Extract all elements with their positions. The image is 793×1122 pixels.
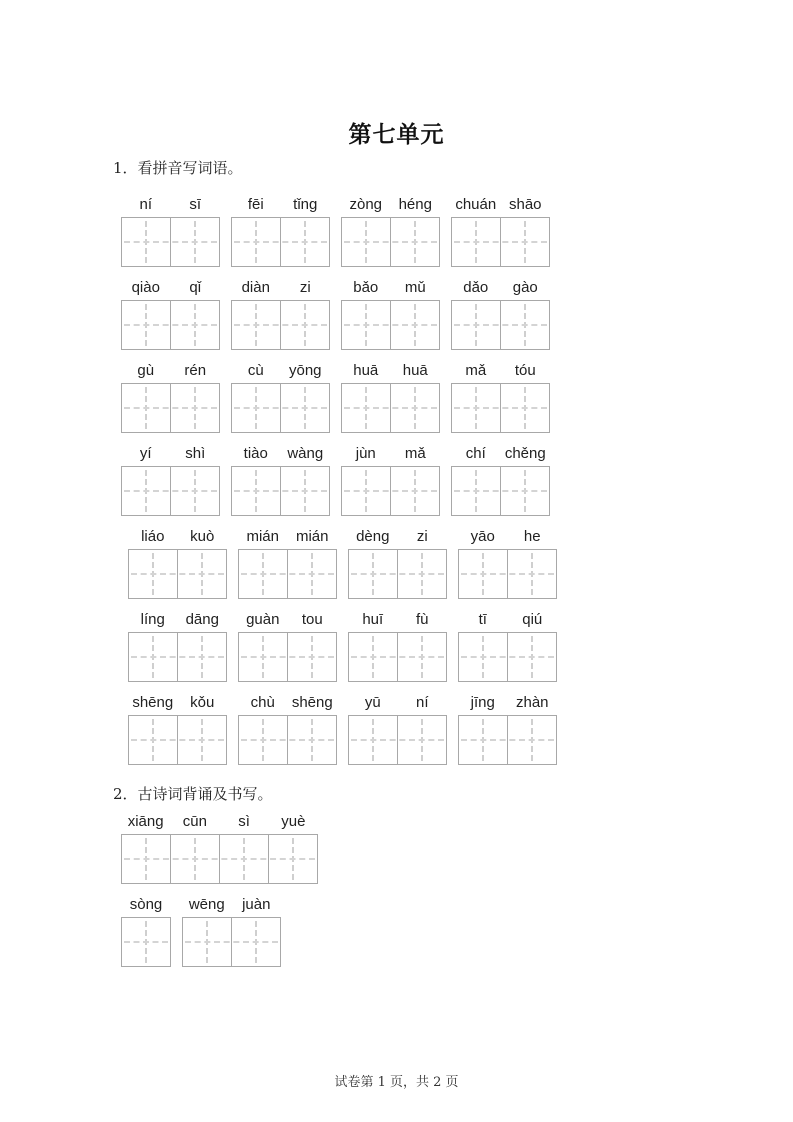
pinyin-label-row [451, 279, 550, 297]
pinyin-label-row [451, 362, 550, 380]
writing-cell [459, 633, 507, 681]
writing-grid [128, 632, 227, 682]
writing-cell [452, 467, 500, 515]
writing-cell [232, 384, 280, 432]
pinyin-label: gào [512, 279, 538, 296]
writing-grid [341, 383, 440, 433]
writing-cell [129, 716, 177, 764]
pinyin-label-row [341, 445, 440, 463]
pinyin-label-row [238, 528, 337, 546]
pinyin-label-row [348, 694, 447, 712]
writing-cell [349, 716, 397, 764]
writing-cell [390, 301, 439, 349]
pinyin-label-row [121, 896, 171, 914]
pinyin-label: huā [402, 362, 428, 379]
word-group-block [451, 362, 550, 433]
pinyin-word-row [128, 694, 557, 765]
pinyin-label-row [128, 611, 227, 629]
pinyin-label: tī [478, 611, 487, 628]
pinyin-label: qiú [522, 611, 543, 628]
pinyin-label-row [458, 611, 557, 629]
writing-cell [397, 550, 446, 598]
pinyin-label: zòng [349, 196, 383, 213]
word-group-block [231, 445, 330, 516]
writing-grid [128, 549, 227, 599]
pinyin-label-row [341, 196, 440, 214]
pinyin-label: mǔ [404, 279, 426, 296]
pinyin-label-row [231, 445, 330, 463]
writing-cell [390, 467, 439, 515]
word-group-block [451, 445, 550, 516]
writing-cell [507, 550, 556, 598]
writing-grid [458, 549, 557, 599]
pinyin-word-row [121, 896, 318, 967]
writing-cell [280, 467, 329, 515]
pinyin-label: jùn [355, 445, 376, 462]
pinyin-label: juàn [242, 896, 271, 913]
word-group-block [231, 196, 330, 267]
writing-cell [231, 918, 280, 966]
pinyin-label: kuò [190, 528, 215, 545]
writing-grid [238, 549, 337, 599]
pinyin-label: qiào [131, 279, 160, 296]
writing-cell [390, 218, 439, 266]
pinyin-label: tiào [243, 445, 268, 462]
pinyin-label: yāo [470, 528, 495, 545]
pinyin-label-row [238, 611, 337, 629]
pinyin-label: sòng [129, 896, 163, 913]
writing-cell [177, 550, 226, 598]
pinyin-label-row [458, 528, 557, 546]
writing-cell [397, 633, 446, 681]
word-group-block [341, 279, 440, 350]
writing-cell [349, 550, 397, 598]
writing-grid [451, 300, 550, 350]
writing-cell [170, 835, 219, 883]
pinyin-label: guàn [246, 611, 280, 628]
pinyin-label: huā [353, 362, 379, 379]
writing-grid [231, 300, 330, 350]
pinyin-label-row [231, 196, 330, 214]
pinyin-label: mǎ [404, 445, 426, 462]
pinyin-label-row [341, 279, 440, 297]
word-group-block [231, 362, 330, 433]
pinyin-label: shì [185, 445, 206, 462]
writing-grid [451, 217, 550, 267]
pinyin-label: mǎ [465, 362, 487, 379]
pinyin-label: yū [364, 694, 381, 711]
writing-cell [459, 550, 507, 598]
writing-grid [341, 466, 440, 516]
writing-grid [458, 632, 557, 682]
pinyin-word-row [128, 611, 557, 682]
writing-cell [122, 835, 170, 883]
pinyin-label: zi [416, 528, 428, 545]
pinyin-label: yōng [288, 362, 322, 379]
pinyin-word-row [121, 445, 557, 516]
writing-cell [287, 716, 336, 764]
writing-grid [348, 632, 447, 682]
pinyin-label-row [348, 528, 447, 546]
pinyin-label: zhàn [515, 694, 549, 711]
writing-grid [238, 715, 337, 765]
section-2-grid-rows [121, 813, 318, 979]
writing-cell [122, 467, 170, 515]
writing-grid [231, 217, 330, 267]
pinyin-label-row [121, 362, 220, 380]
page-title: 第七单元 [348, 121, 445, 148]
pinyin-label-row [182, 896, 281, 914]
pinyin-label: shēng [132, 694, 174, 711]
writing-cell [129, 633, 177, 681]
writing-cell [452, 218, 500, 266]
word-group-block [341, 362, 440, 433]
writing-cell [342, 301, 390, 349]
pinyin-label: líng [140, 611, 165, 628]
writing-cell [397, 716, 446, 764]
writing-cell [342, 218, 390, 266]
writing-cell [349, 633, 397, 681]
pinyin-label-row [451, 445, 550, 463]
pinyin-label-row [128, 528, 227, 546]
writing-grid [128, 715, 227, 765]
word-group-block [341, 196, 440, 267]
word-group-block [121, 445, 220, 516]
pinyin-label: liáo [141, 528, 165, 545]
pinyin-label-row [231, 362, 330, 380]
pinyin-label-row [121, 279, 220, 297]
word-group-block [121, 813, 318, 884]
pinyin-label: kǒu [190, 694, 215, 711]
writing-grid [451, 466, 550, 516]
pinyin-label: fēi [247, 196, 264, 213]
pinyin-label: sī [189, 196, 202, 213]
word-group-block [458, 528, 557, 599]
writing-cell [232, 218, 280, 266]
pinyin-label: ní [139, 196, 152, 213]
word-group-block [128, 611, 227, 682]
word-group-block [348, 528, 447, 599]
writing-cell [129, 550, 177, 598]
writing-cell [219, 835, 268, 883]
writing-grid [458, 715, 557, 765]
word-group-block [458, 611, 557, 682]
pinyin-label: cūn [182, 813, 207, 830]
writing-cell [452, 384, 500, 432]
writing-cell [170, 384, 219, 432]
writing-cell [232, 467, 280, 515]
pinyin-label: fù [415, 611, 429, 628]
pinyin-label: héng [398, 196, 432, 213]
writing-grid [348, 715, 447, 765]
pinyin-word-row [121, 362, 557, 433]
pinyin-label: shāo [508, 196, 542, 213]
pinyin-label: jīng [470, 694, 495, 711]
word-group-block [121, 279, 220, 350]
writing-cell [390, 384, 439, 432]
pinyin-label: wēng [188, 896, 225, 913]
writing-grid [121, 383, 220, 433]
pinyin-label: bǎo [353, 279, 379, 296]
pinyin-label-row [341, 362, 440, 380]
pinyin-label: tǐng [293, 196, 318, 213]
pinyin-label: zi [299, 279, 311, 296]
pinyin-label: wàng [287, 445, 324, 462]
pinyin-label-row [458, 694, 557, 712]
writing-cell [183, 918, 231, 966]
word-group-block [128, 694, 227, 765]
word-group-block [341, 445, 440, 516]
pinyin-label: sì [238, 813, 250, 830]
word-group-block [451, 196, 550, 267]
writing-cell [232, 301, 280, 349]
writing-cell [500, 384, 549, 432]
writing-grid [121, 217, 220, 267]
writing-grid [348, 549, 447, 599]
word-group-block [121, 896, 171, 967]
writing-cell [122, 918, 170, 966]
word-group-block [238, 694, 337, 765]
pinyin-label: xiāng [127, 813, 164, 830]
writing-cell [170, 218, 219, 266]
pinyin-label: tou [301, 611, 323, 628]
pinyin-label: yuè [281, 813, 306, 830]
pinyin-label: dāng [185, 611, 219, 628]
writing-cell [500, 467, 549, 515]
pinyin-label: ní [415, 694, 429, 711]
pinyin-label: cù [247, 362, 264, 379]
writing-grid [451, 383, 550, 433]
writing-cell [122, 218, 170, 266]
section-2-heading: 2．古诗词背诵及书写。 [113, 785, 273, 803]
writing-grid [121, 917, 171, 967]
writing-cell [268, 835, 317, 883]
writing-cell [177, 633, 226, 681]
word-group-block [231, 279, 330, 350]
word-group-block [458, 694, 557, 765]
writing-grid [231, 466, 330, 516]
pinyin-label: dǎo [463, 279, 489, 296]
pinyin-label: diàn [241, 279, 270, 296]
pinyin-label: he [523, 528, 541, 545]
word-group-block [238, 611, 337, 682]
writing-grid [341, 217, 440, 267]
writing-cell [452, 301, 500, 349]
writing-grid [231, 383, 330, 433]
writing-cell [280, 218, 329, 266]
pinyin-label: chěng [504, 445, 546, 462]
pinyin-word-row [121, 196, 557, 267]
writing-grid [121, 834, 318, 884]
writing-cell [500, 301, 549, 349]
writing-cell [170, 301, 219, 349]
writing-cell [280, 384, 329, 432]
writing-cell [239, 716, 287, 764]
writing-cell [507, 633, 556, 681]
pinyin-label-row [231, 279, 330, 297]
section-1-heading: 1．看拼音写词语。 [113, 159, 243, 177]
writing-cell [239, 550, 287, 598]
pinyin-label: chuán [455, 196, 497, 213]
pinyin-word-row [121, 279, 557, 350]
pinyin-label: chí [465, 445, 486, 462]
writing-grid [238, 632, 337, 682]
pinyin-label: yí [139, 445, 152, 462]
word-group-block [121, 196, 220, 267]
pinyin-label-row [121, 196, 220, 214]
pinyin-label: qǐ [189, 279, 202, 296]
writing-grid [121, 466, 220, 516]
writing-grid [341, 300, 440, 350]
pinyin-label: gù [137, 362, 155, 379]
pinyin-label: mián [295, 528, 329, 545]
word-group-block [348, 611, 447, 682]
pinyin-label: shēng [291, 694, 333, 711]
pinyin-label: mián [246, 528, 279, 545]
writing-grid [121, 300, 220, 350]
pinyin-label-row [121, 445, 220, 463]
writing-grid [182, 917, 281, 967]
writing-cell [342, 384, 390, 432]
pinyin-word-row [128, 528, 557, 599]
writing-cell [170, 467, 219, 515]
writing-cell [287, 550, 336, 598]
pinyin-label: rén [184, 362, 207, 379]
word-group-block [128, 528, 227, 599]
word-group-block [451, 279, 550, 350]
pinyin-label-row [121, 813, 318, 831]
writing-cell [122, 384, 170, 432]
pinyin-label: dèng [356, 528, 390, 545]
word-group-block [348, 694, 447, 765]
writing-cell [287, 633, 336, 681]
pinyin-label-row [451, 196, 550, 214]
writing-cell [177, 716, 226, 764]
pinyin-label: tóu [514, 362, 536, 379]
writing-cell [122, 301, 170, 349]
pinyin-label: chù [250, 694, 275, 711]
section-1-grid-rows [121, 196, 557, 777]
pinyin-word-row [121, 813, 318, 884]
page-footer: 试卷第 1 页，共 2 页 [334, 1075, 459, 1090]
writing-cell [280, 301, 329, 349]
writing-cell [459, 716, 507, 764]
pinyin-label-row [128, 694, 227, 712]
pinyin-label-row [238, 694, 337, 712]
word-group-block [182, 896, 281, 967]
writing-cell [507, 716, 556, 764]
writing-cell [500, 218, 549, 266]
pinyin-label-row [348, 611, 447, 629]
writing-cell [342, 467, 390, 515]
word-group-block [121, 362, 220, 433]
word-group-block [238, 528, 337, 599]
pinyin-label: huī [362, 611, 384, 628]
writing-cell [239, 633, 287, 681]
